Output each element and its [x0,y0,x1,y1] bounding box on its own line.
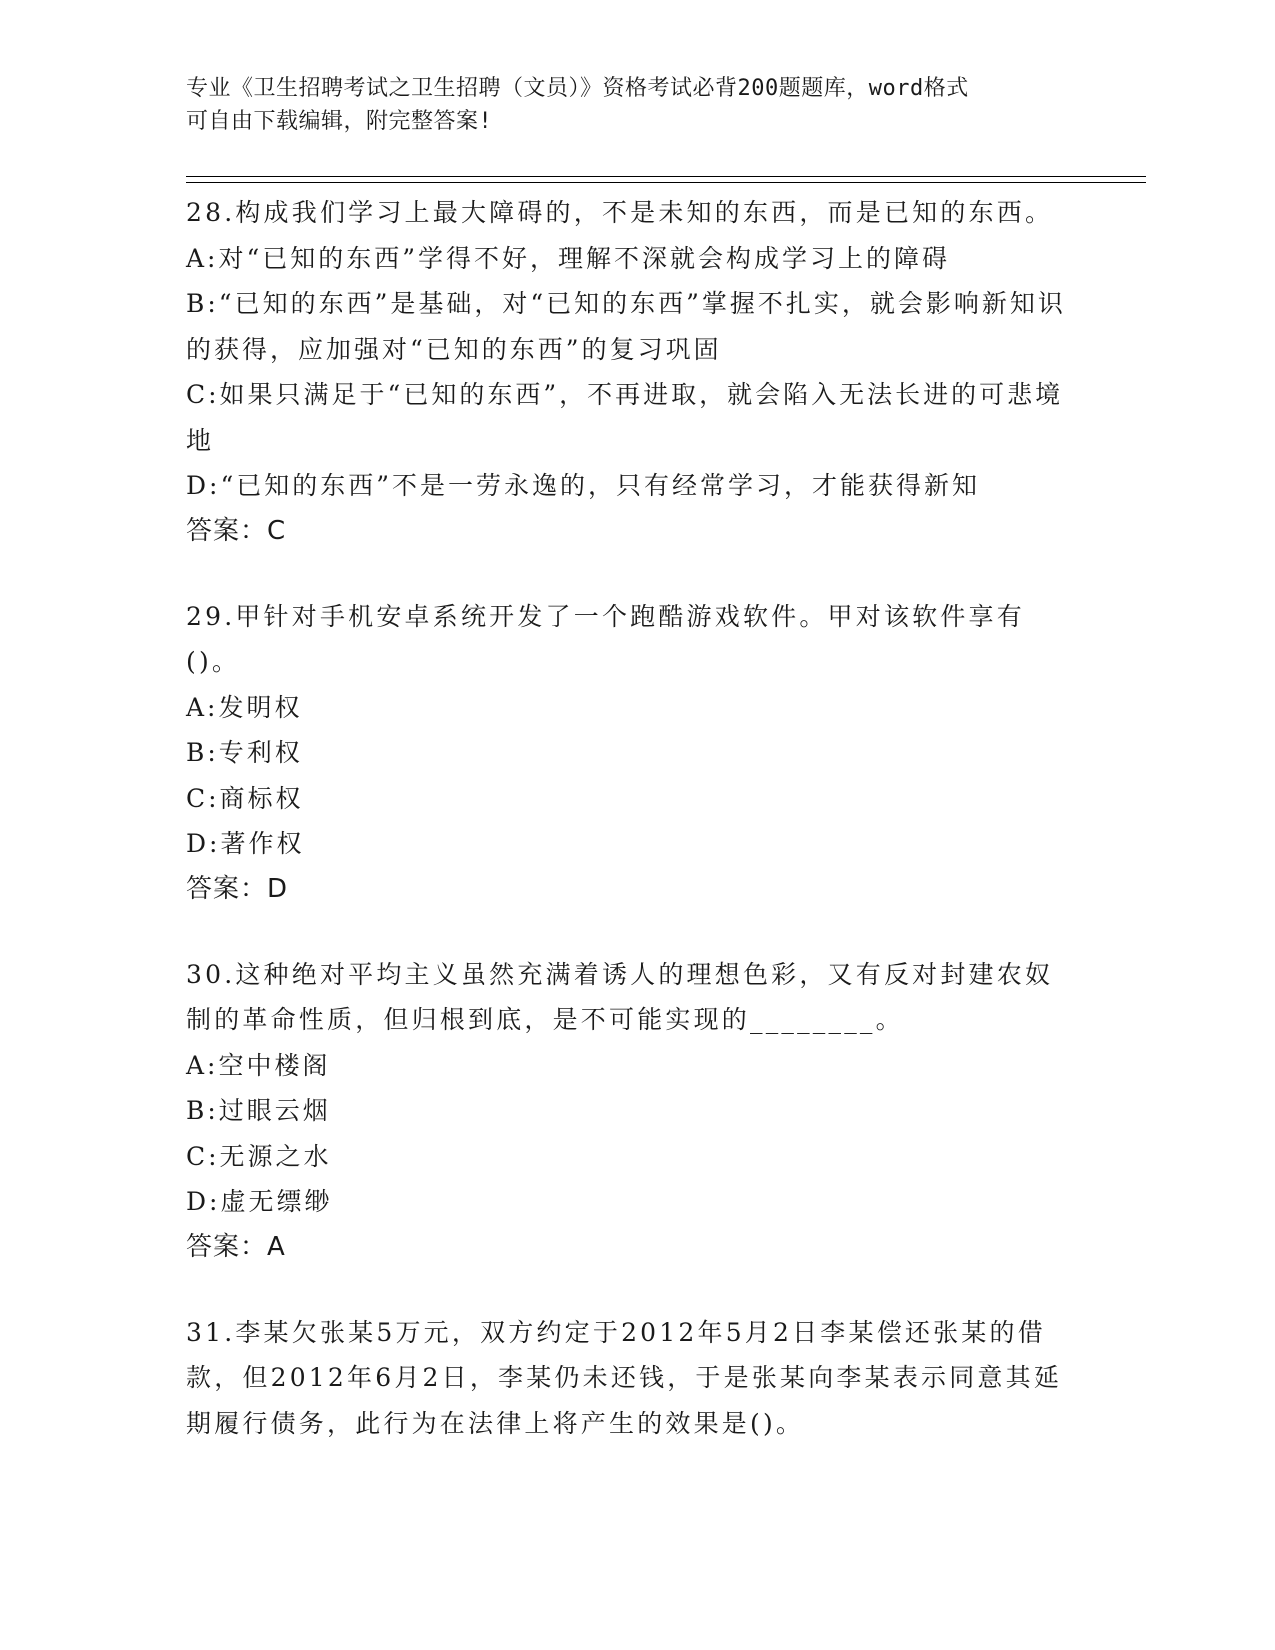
question-stem: 28.构成我们学习上最大障碍的，不是未知的东西，而是已知的东西。 [186,198,1054,227]
answer-label: 答案：C [186,515,287,546]
option-b: B:“已知的东西”是基础，对“已知的东西”掌握不扎实，就会影响新知识的获得，应加强对“已知的东西”的复习巩固 [186,289,1066,364]
question-stem: 31.李某欠张某5万元，双方约定于2012年5月2日李某偿还张某的借款，但2012年6月2日，李某仍未还钱，于是张某向李某表示同意其延期履行债务，此行为在法律上将产生的效果是()。 [186,1317,1063,1438]
question-list [186,190,1066,1486]
option-d: D:“已知的东西”不是一劳永逸的，只有经常学习，才能获得新知 [186,471,981,500]
option-a: A:空中楼阁 [186,1050,331,1080]
option-c: C:商标权 [186,783,304,813]
option-d: D:著作权 [186,829,305,858]
option-b: B:专利权 [186,738,303,767]
question-28 [186,190,1066,554]
question-29 [186,594,1066,912]
header-title-line-1: 专业《卫生招聘考试之卫生招聘（文员）》资格考试必背200题题库，word格式 [186,76,969,101]
header-divider [186,176,1146,183]
question-stem: 30.这种绝对平均主义虽然充满着诱人的理想色彩，又有反对封建农奴制的革命性质，但归根到底，是不可能实现的________。 [186,959,1054,1034]
option-a: A:对“已知的东西”学得不好，理解不深就会构成学习上的障碍 [186,243,951,273]
question-stem: 29.甲针对手机安卓系统开发了一个跑酷游戏软件。甲对该软件享有()。 [186,601,1025,676]
option-a: A:发明权 [186,692,303,722]
option-c: C:如果只满足于“已知的东西”，不再进取，就会陷入无法长进的可悲境地 [186,380,1064,455]
option-b: B:过眼云烟 [186,1096,331,1125]
question-30 [186,952,1066,1270]
option-d: D:虚无缥缈 [186,1187,333,1216]
header-title-line-2: 可自由下载编辑，附完整答案! [186,109,493,134]
answer-label: 答案：D [186,873,289,904]
option-c: C:无源之水 [186,1141,332,1171]
answer-label: 答案：A [186,1231,286,1262]
document-header [186,72,1066,138]
question-31 [186,1310,1066,1447]
